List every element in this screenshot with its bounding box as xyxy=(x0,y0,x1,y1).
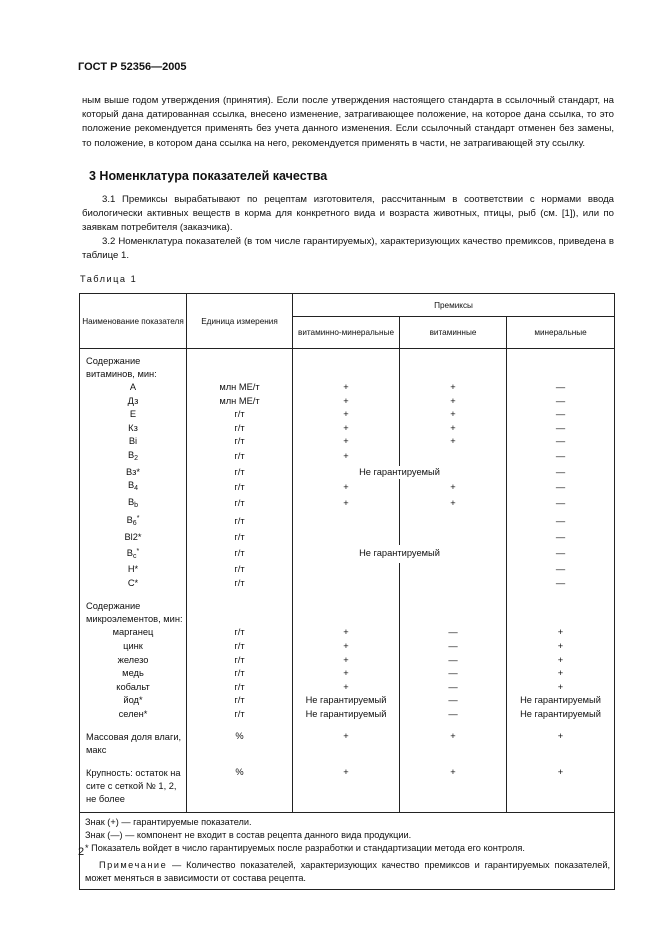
subscript: 6 xyxy=(132,520,137,528)
vitamin-value xyxy=(400,449,507,466)
unit-cell: г/т xyxy=(187,563,293,577)
indicator-name-text: B xyxy=(127,480,135,491)
vitamin-mineral-value: + xyxy=(293,422,400,436)
fineness-label-row xyxy=(80,767,615,806)
table-row xyxy=(80,422,615,436)
indicator-name-text: B xyxy=(127,496,135,507)
mineral-value: — xyxy=(507,531,615,545)
indicator-name xyxy=(80,435,187,449)
unit-cell: г/т xyxy=(187,681,293,695)
vitamin-value: + xyxy=(400,731,507,757)
vitamin-value: — xyxy=(400,681,507,695)
vitamin-mineral-value xyxy=(293,512,400,531)
table-row xyxy=(80,408,615,422)
subscript: 4 xyxy=(134,485,139,493)
unit-cell: г/т xyxy=(187,466,293,480)
table-row xyxy=(80,694,615,708)
not-guaranteed-cell: Не гарантируемый xyxy=(293,466,507,480)
mineral-value: Не гарантируемый xyxy=(507,694,615,708)
superscript: * xyxy=(136,547,140,555)
vitamin-value: — xyxy=(400,626,507,640)
mineral-value: — xyxy=(507,577,615,591)
mineral-value: — xyxy=(507,496,615,513)
section-title: 3 Номенклатура показателей качества xyxy=(89,169,328,183)
indicator-name xyxy=(80,694,187,708)
mineral-value: — xyxy=(507,408,615,422)
unit-cell: г/т xyxy=(187,640,293,654)
indicator-name-text: йод* xyxy=(123,695,143,706)
micro-label: Содержание микроэлементов, мин: xyxy=(80,600,187,626)
note-dash: Знак (—) — компонент не входит в состав рецепта данного вида продукции. xyxy=(85,830,412,841)
unit-cell: г/т xyxy=(187,479,293,496)
table-row xyxy=(80,545,615,564)
indicator-name-text: C* xyxy=(127,577,139,588)
subscript: c xyxy=(132,552,137,560)
table-row xyxy=(80,466,615,480)
vitamin-mineral-value: + xyxy=(293,449,400,466)
primechanie-label: Примечание xyxy=(99,860,168,871)
table-body xyxy=(80,349,615,890)
vitamin-mineral-value: Не гарантируемый xyxy=(293,694,400,708)
vitamin-value: — xyxy=(400,640,507,654)
not-guaranteed-cell: Не гарантируемый xyxy=(293,545,507,564)
table-row xyxy=(80,640,615,654)
indicator-name-text: E xyxy=(129,409,137,420)
vitamin-value xyxy=(400,577,507,591)
indicator-name xyxy=(80,708,187,722)
vitamin-mineral-value: + xyxy=(293,626,400,640)
unit-cell: г/т xyxy=(187,654,293,668)
table-row xyxy=(80,531,615,545)
mineral-value: — xyxy=(507,435,615,449)
vitamin-mineral-value: + xyxy=(293,681,400,695)
fineness-label: Крупность: остаток на сите с сеткой № 1, 2, не более xyxy=(80,767,187,806)
vitamin-mineral-value: + xyxy=(293,408,400,422)
mineral-value: + xyxy=(507,640,615,654)
document-header: ГОСТ Р 52356—2005 xyxy=(78,61,187,73)
vitamin-value: + xyxy=(400,767,507,806)
page-number: 2 xyxy=(78,846,85,858)
vitamin-mineral-value xyxy=(293,563,400,577)
unit-cell: г/т xyxy=(187,694,293,708)
superscript: * xyxy=(136,515,140,523)
mineral-value: — xyxy=(507,563,615,577)
mineral-value: + xyxy=(507,731,615,757)
indicator-name xyxy=(80,563,187,577)
vitamin-mineral-value: + xyxy=(293,654,400,668)
unit-cell: млн МЕ/т xyxy=(187,395,293,409)
header-vitamin-mineral: витаминно-минеральные xyxy=(293,317,400,349)
vitamins-label: Содержание витаминов, мин: xyxy=(80,355,187,381)
vitamin-value xyxy=(400,563,507,577)
unit-cell: % xyxy=(187,731,293,757)
vitamin-mineral-value: + xyxy=(293,731,400,757)
table-caption: Таблица 1 xyxy=(80,274,138,284)
mineral-value: Не гарантируемый xyxy=(507,708,615,722)
vitamin-mineral-value: + xyxy=(293,479,400,496)
header-premixes: Премиксы xyxy=(293,294,615,317)
vitamin-value: — xyxy=(400,654,507,668)
vitamin-value: + xyxy=(400,422,507,436)
vitamin-value: — xyxy=(400,708,507,722)
vitamin-value: + xyxy=(400,408,507,422)
mineral-value: + xyxy=(507,767,615,806)
indicator-name-text: Bl2* xyxy=(124,531,142,542)
mineral-value: — xyxy=(507,512,615,531)
quality-table xyxy=(79,293,615,890)
indicator-name-text: A xyxy=(129,382,137,392)
paragraph-3-1: 3.1 Премиксы вырабатывают по рецептам изготовителя, рассчитанным в соответствии с нормами ввода биологически активных веществ в корма для конкретного вида и возраста животных, птицы, рыб (см. [1]), или по заявкам потребителя (заказчика). xyxy=(82,194,614,234)
mineral-value: + xyxy=(507,667,615,681)
mineral-value: — xyxy=(507,466,615,480)
header-mineral: минеральные xyxy=(507,317,615,349)
indicator-name-text: медь xyxy=(122,668,144,679)
subscript: b xyxy=(134,501,139,509)
table-row xyxy=(80,563,615,577)
unit-cell: г/т xyxy=(187,577,293,591)
unit-cell: г/т xyxy=(187,408,293,422)
paragraph-3-2: 3.2 Номенклатура показателей (в том числе гарантируемых), характеризующих качество премиксов, приведена в таблице 1. xyxy=(82,236,614,262)
table-row xyxy=(80,435,615,449)
mineral-value: — xyxy=(507,422,615,436)
indicator-name-text: H* xyxy=(127,564,139,575)
indicator-name xyxy=(80,577,187,591)
header-name: Наименование показателя xyxy=(80,294,187,349)
intro-paragraph: ным выше годом утверждения (принятия). Если после утверждения настоящего стандарта в ссылочный стандарт, на который дана датированная ссылка, внесено изменение, затрагивающее положение, на которое дана ссылка, то это положение рекомендуется применять без учета данного изменения. Если ссылочный стандарт отменен без замены, то положение, в котором дана ссылка на него, рекомендуется применять в части, не затрагивающей эту ссылку. xyxy=(82,95,614,149)
indicator-name xyxy=(80,681,187,695)
unit-cell: г/т xyxy=(187,708,293,722)
vitamin-value: — xyxy=(400,694,507,708)
vitamin-mineral-value: + xyxy=(293,496,400,513)
indicator-name-text: Кз xyxy=(128,422,138,433)
vitamin-mineral-value: + xyxy=(293,640,400,654)
unit-cell: г/т xyxy=(187,435,293,449)
moisture-label-row xyxy=(80,731,615,757)
indicator-name xyxy=(80,640,187,654)
indicator-name xyxy=(80,395,187,409)
note-asterisk: * Показатель войдет в число гарантируемых после разработки и стандартизации метода его контроля. xyxy=(85,842,525,853)
mineral-value: + xyxy=(507,626,615,640)
indicator-name-text: Bi xyxy=(128,436,138,447)
indicator-name xyxy=(80,466,187,480)
vitamin-value: + xyxy=(400,496,507,513)
table-row xyxy=(80,479,615,496)
indicator-name xyxy=(80,545,187,564)
table-row xyxy=(80,626,615,640)
indicator-name-text: марганец xyxy=(112,627,154,638)
subscript: 2 xyxy=(134,454,139,462)
mineral-value: + xyxy=(507,681,615,695)
unit-cell: г/т xyxy=(187,545,293,564)
vitamin-value xyxy=(400,512,507,531)
indicator-name xyxy=(80,654,187,668)
table-row xyxy=(80,449,615,466)
mineral-value: — xyxy=(507,395,615,409)
vitamin-value: + xyxy=(400,479,507,496)
vitamin-mineral-value: + xyxy=(293,667,400,681)
indicator-name-text: B xyxy=(126,547,133,558)
vitamin-mineral-value: + xyxy=(293,767,400,806)
micro-label-row xyxy=(80,600,615,626)
vitamin-value: + xyxy=(400,435,507,449)
indicator-name-text: B xyxy=(126,515,133,526)
note-plus: Знак (+) — гарантируемые показатели. xyxy=(85,817,252,828)
indicator-name xyxy=(80,512,187,531)
header-vitamin: витаминные xyxy=(400,317,507,349)
unit-cell: г/т xyxy=(187,626,293,640)
table-notes xyxy=(80,813,615,890)
table-row xyxy=(80,512,615,531)
table-primechanie xyxy=(85,859,610,884)
mineral-value: — xyxy=(507,449,615,466)
indicator-name-text: B xyxy=(127,449,135,460)
vitamin-value xyxy=(400,531,507,545)
vitamin-value: + xyxy=(400,395,507,409)
indicator-name xyxy=(80,531,187,545)
mineral-value: + xyxy=(507,654,615,668)
indicator-name-text: железо xyxy=(117,654,149,665)
notes-row xyxy=(80,813,615,890)
table-row xyxy=(80,577,615,591)
mineral-value: — xyxy=(507,479,615,496)
indicator-name-text: селен* xyxy=(118,708,148,719)
indicator-name xyxy=(80,422,187,436)
vitamin-value: + xyxy=(400,381,507,395)
vitamin-mineral-value xyxy=(293,531,400,545)
indicator-name-text: Вз* xyxy=(125,466,141,477)
unit-cell: млн МЕ/т xyxy=(187,381,293,395)
unit-cell: г/т xyxy=(187,422,293,436)
indicator-name-text: Дз xyxy=(127,395,139,406)
indicator-name-text: цинк xyxy=(123,640,143,651)
unit-cell: % xyxy=(187,767,293,806)
moisture-label: Массовая доля влаги, макс xyxy=(80,731,187,757)
table-row xyxy=(80,395,615,409)
unit-cell: г/т xyxy=(187,531,293,545)
mineral-value: — xyxy=(507,381,615,395)
unit-cell: г/т xyxy=(187,496,293,513)
indicator-name-text: кобальт xyxy=(116,681,150,692)
table-row xyxy=(80,496,615,513)
indicator-name xyxy=(80,479,187,496)
vitamin-mineral-value: Не гарантируемый xyxy=(293,708,400,722)
unit-cell: г/т xyxy=(187,667,293,681)
indicator-name xyxy=(80,667,187,681)
primechanie-text: — Количество показателей, характеризующих качество премиксов и гарантируемых показателей, может меняться в зависимости от состава рецепта. xyxy=(85,860,611,883)
vitamin-mineral-value: + xyxy=(293,395,400,409)
indicator-name xyxy=(80,408,187,422)
header-unit: Единица измерения xyxy=(187,294,293,349)
indicator-name xyxy=(80,626,187,640)
table-row xyxy=(80,667,615,681)
indicator-name xyxy=(80,496,187,513)
table-row xyxy=(80,654,615,668)
table-row xyxy=(80,381,615,395)
unit-cell: г/т xyxy=(187,512,293,531)
indicator-name xyxy=(80,449,187,466)
unit-cell: г/т xyxy=(187,449,293,466)
mineral-value: — xyxy=(507,545,615,564)
indicator-name xyxy=(80,381,187,395)
table-row xyxy=(80,681,615,695)
vitamin-mineral-value: + xyxy=(293,435,400,449)
vitamin-value: — xyxy=(400,667,507,681)
vitamin-mineral-value xyxy=(293,577,400,591)
vitamin-mineral-value: + xyxy=(293,381,400,395)
table-row xyxy=(80,708,615,722)
